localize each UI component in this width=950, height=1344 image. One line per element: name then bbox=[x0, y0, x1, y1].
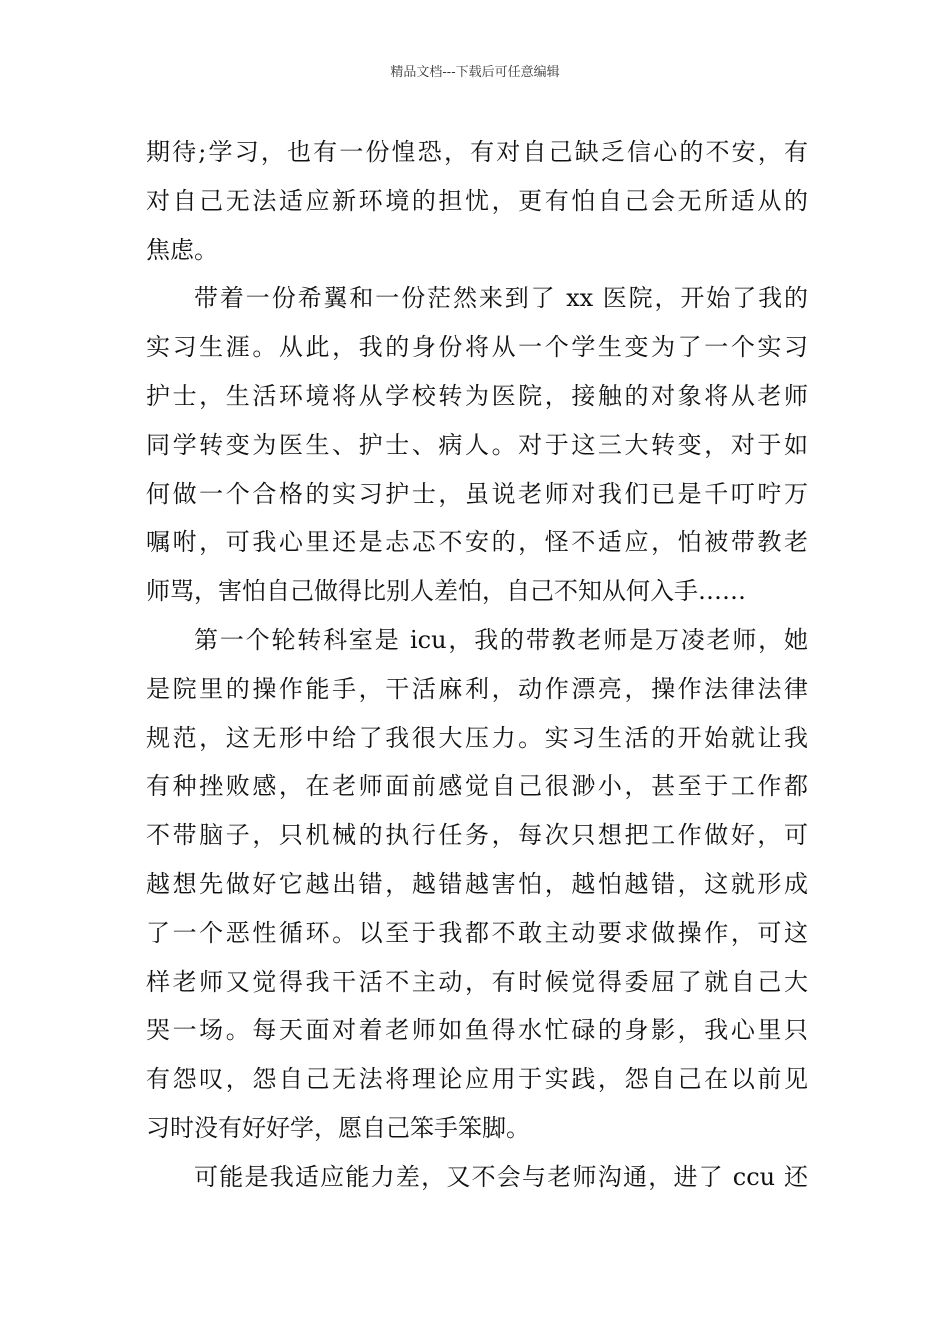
text-line: 是院里的操作能手，干活麻利，动作漂亮，操作法律法律 bbox=[146, 674, 808, 703]
text-line: 焦虑。 bbox=[146, 235, 218, 264]
document-body bbox=[146, 128, 808, 1202]
text-line: 越想先做好它越出错，越错越害怕，越怕越错，这就形成 bbox=[146, 869, 808, 898]
text-line: 样老师又觉得我干活不主动，有时候觉得委屈了就自己大 bbox=[146, 967, 808, 996]
text-line: 嘱咐，可我心里还是忐忑不安的，怪不适应，怕被带教老 bbox=[146, 528, 808, 557]
text-line: 哭一场。每天面对着老师如鱼得水忙碌的身影，我心里只 bbox=[146, 1016, 808, 1045]
text-line: 师骂，害怕自己做得比别人差怕，自己不知从何入手…… bbox=[146, 577, 746, 606]
paragraph-2 bbox=[146, 274, 808, 616]
text-line: 有种挫败感，在老师面前感觉自己很渺小，甚至于工作都 bbox=[146, 772, 808, 801]
text-line: 对自己无法适应新环境的担忧，更有怕自己会无所适从的 bbox=[146, 186, 808, 215]
paragraph-1 bbox=[146, 128, 808, 274]
text-line: 何做一个合格的实习护士，虽说老师对我们已是千叮咛万 bbox=[146, 479, 808, 508]
paragraph-4 bbox=[146, 1153, 808, 1202]
text-line: 护士，生活环境将从学校转为医院，接触的对象将从老师 bbox=[146, 381, 808, 410]
text-line: 带着一份希翼和一份茫然来到了 xx 医院，开始了我的 bbox=[194, 284, 808, 313]
text-line: 习时没有好好学，愿自己笨手笨脚。 bbox=[146, 1113, 530, 1142]
text-line: 期待;学习，也有一份惶恐，有对自己缺乏信心的不安，有 bbox=[146, 138, 808, 166]
text-line: 不带脑子，只机械的执行任务，每次只想把工作做好，可 bbox=[146, 821, 808, 850]
paragraph-3 bbox=[146, 616, 808, 1153]
text-line: 实习生涯。从此，我的身份将从一个学生变为了一个实习 bbox=[146, 333, 808, 362]
text-line: 第一个轮转科室是 icu，我的带教老师是万凌老师，她 bbox=[194, 625, 808, 654]
text-line: 有怨叹，怨自己无法将理论应用于实践，怨自己在以前见 bbox=[146, 1065, 808, 1094]
text-line: 了一个恶性循环。以至于我都不敢主动要求做操作，可这 bbox=[146, 918, 808, 947]
text-line: 可能是我适应能力差，又不会与老师沟通，进了 ccu 还 bbox=[194, 1162, 808, 1191]
text-line: 同学转变为医生、护士、病人。对于这三大转变，对于如 bbox=[146, 430, 808, 459]
text-line: 规范，这无形中给了我很大压力。实习生活的开始就让我 bbox=[146, 723, 808, 752]
page-header: 精品文档---下载后可任意编辑 bbox=[390, 65, 560, 80]
